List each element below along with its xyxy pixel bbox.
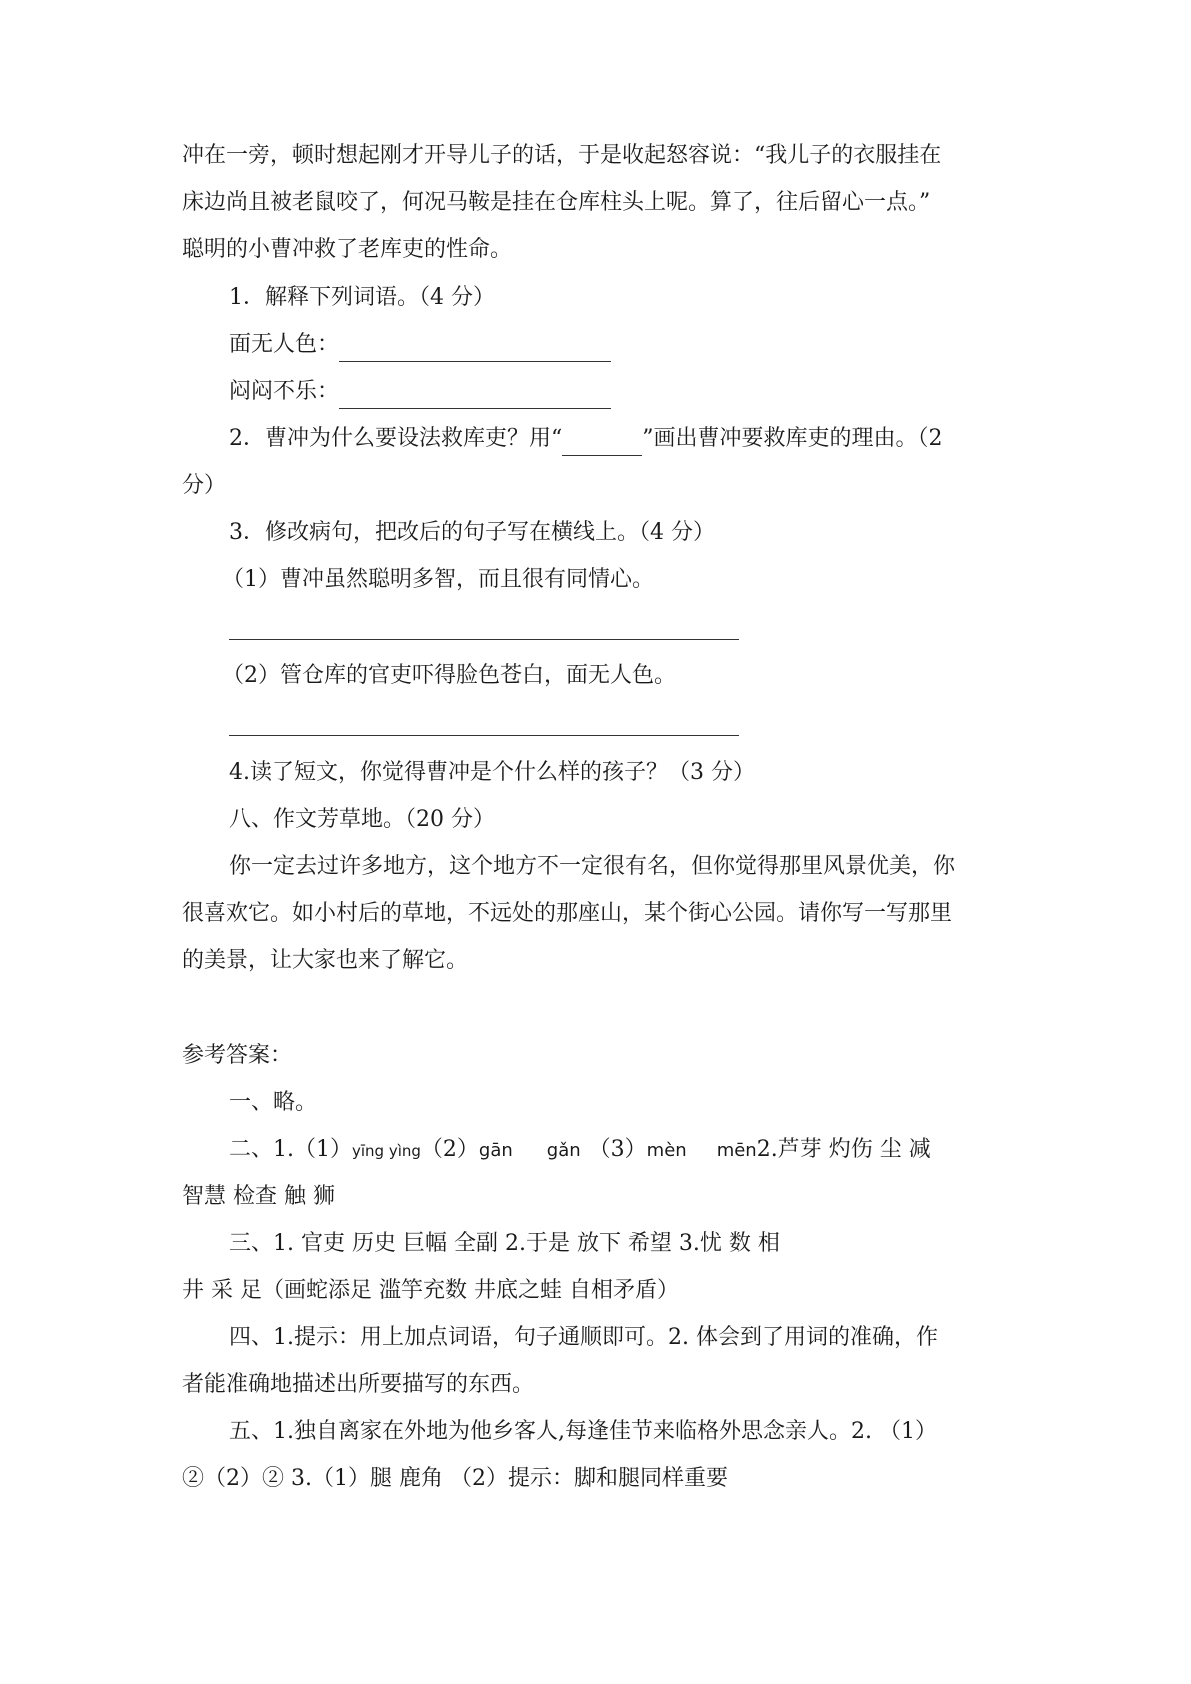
essay-line-3: 的美景，让大家也来了解它。	[182, 948, 469, 973]
pinyin: mèn	[646, 1140, 687, 1161]
answer-3-line-2: 井 采 足（画蛇添足 滥竽充数 井底之蛙 自相矛盾）	[182, 1278, 679, 1303]
answer-2-suffix: 2.芦芽 灼伤 尘 减	[756, 1137, 931, 1162]
answer-1: 一、略。	[229, 1090, 318, 1115]
answer-5-line-2: ②（2）② 3.（1）腿 鹿角 （2）提示：脚和腿同样重要	[182, 1466, 728, 1491]
answer-5-line-1: 五、1.独自离家在外地为他乡客人,每逢佳节来临格外思念亲人。2. （1）	[229, 1419, 937, 1444]
answer-line	[339, 329, 611, 362]
question-4: 4.读了短文，你觉得曹冲是个什么样的孩子？（3 分）	[229, 760, 755, 785]
question-2	[229, 423, 943, 456]
answer-2-sub: （3）	[588, 1137, 647, 1162]
pinyin: gān	[478, 1140, 513, 1161]
question-1-item-a	[229, 329, 611, 362]
essay-line-1: 你一定去过许多地方，这个地方不一定很有名，但你觉得那里风景优美，你	[229, 854, 956, 879]
answer-2	[229, 1134, 931, 1167]
answer-2-prefix: 二、1.（1）	[229, 1137, 352, 1162]
answer-4-line-1: 四、1.提示：用上加点词语，句子通顺即可。2. 体会到了用词的准确，作	[229, 1325, 938, 1350]
blank-underline	[562, 423, 642, 456]
pinyin: mēn	[716, 1140, 757, 1161]
passage-line-1: 冲在一旁，顿时想起刚才开导儿子的话，于是收起怒容说：“我儿子的衣服挂在	[182, 143, 942, 168]
answer-2-continued: 智慧 检查 触 狮	[182, 1184, 335, 1209]
answer-3-line-1: 三、1. 官吏 历史 巨幅 全副 2.于是 放下 希望 3.忧 数 相	[229, 1231, 780, 1256]
passage-line-3: 聪明的小曹冲救了老库吏的性命。	[182, 237, 513, 262]
question-1-term-a: 面无人色：	[229, 332, 340, 357]
answer-4-line-2: 者能准确地描述出所要描写的东西。	[182, 1372, 535, 1397]
question-3: 3．修改病句，把改后的句子写在横线上。（4 分）	[229, 520, 715, 545]
question-2-text-end: ”画出曹冲要救库吏的理由。（2	[642, 426, 943, 451]
answer-2-sub: （2）	[420, 1137, 479, 1162]
pinyin: yīng yìng	[352, 1142, 421, 1160]
question-2-continued: 分）	[182, 473, 227, 498]
answer-line	[339, 376, 611, 409]
answers-heading: 参考答案：	[182, 1043, 293, 1068]
question-1-item-b	[229, 376, 611, 409]
pinyin: gǎn	[546, 1140, 581, 1161]
question-3-sentence-2: （2）管仓库的官吏吓得脸色苍白，面无人色。	[222, 663, 676, 688]
passage-line-2: 床边尚且被老鼠咬了，何况马鞍是挂在仓库柱头上呢。算了，往后留心一点。”	[182, 190, 931, 215]
answer-rule-2	[229, 735, 739, 736]
answer-rule-1	[229, 639, 739, 640]
question-1-term-b: 闷闷不乐：	[229, 379, 340, 404]
essay-line-2: 很喜欢它。如小村后的草地，不远处的那座山，某个街心公园。请你写一写那里	[182, 901, 953, 926]
question-1: 1．解释下列词语。（4 分）	[229, 285, 495, 310]
question-2-text-start: 2．曹冲为什么要设法救库吏？用“	[229, 426, 563, 451]
question-3-sentence-1: （1）曹冲虽然聪明多智，而且很有同情心。	[222, 567, 654, 592]
essay-heading: 八、作文芳草地。（20 分）	[229, 807, 495, 832]
